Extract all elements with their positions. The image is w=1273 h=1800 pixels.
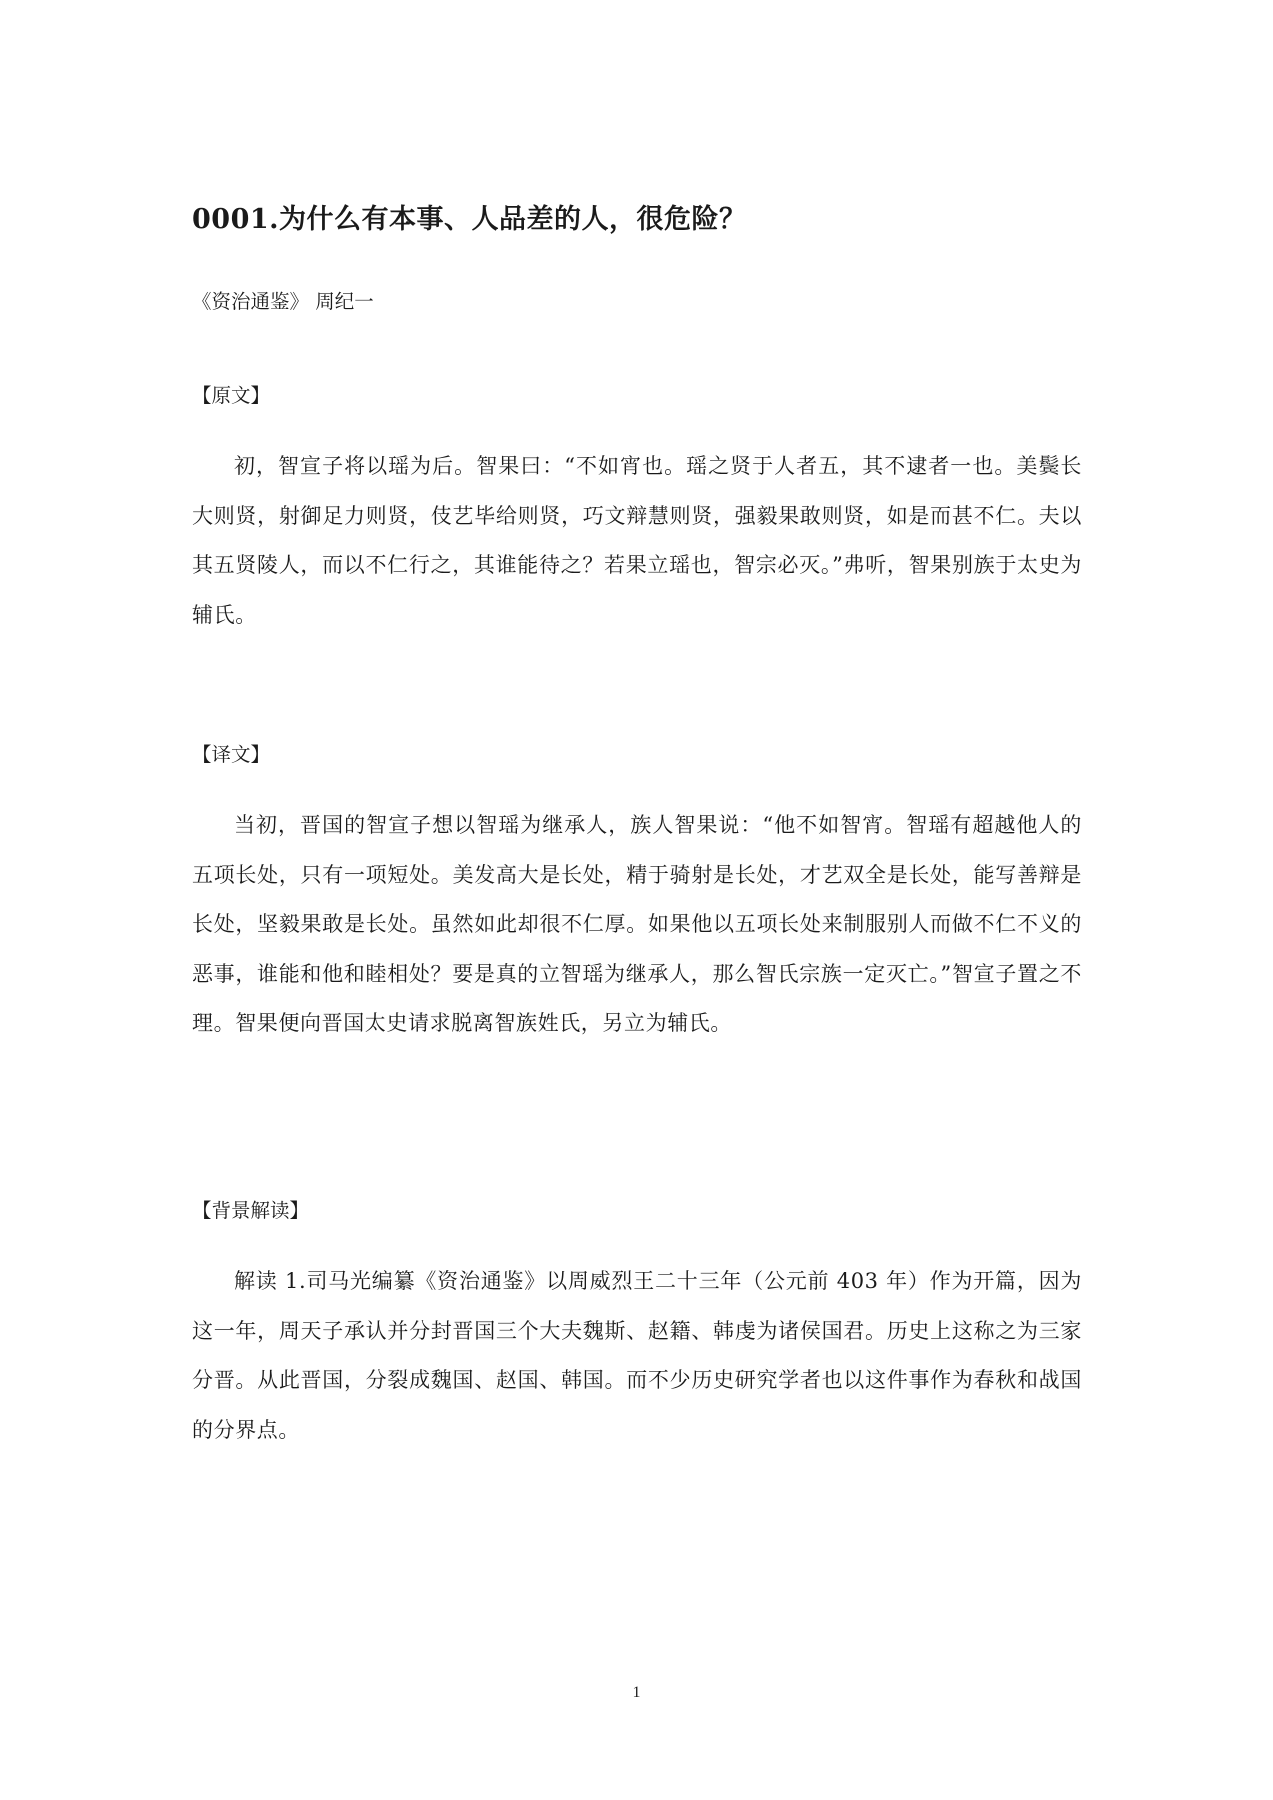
- original-text-paragraph: 初，智宣子将以瑶为后。智果曰：“不如宵也。瑶之贤于人者五，其不逮者一也。美鬓长大则贤，射御足力则贤，伎艺毕给则贤，巧文辩慧则贤，强毅果敢则贤，如是而甚不仁。夫以其五贤陵人，而以不仁行之，其谁能待之？若果立瑶也，智宗必灭。”弗听，智果别族于太史为辅氏。: [192, 454, 1082, 627]
- page-number: 1: [632, 1684, 641, 1701]
- source-citation: 《资治通鉴》 周纪一: [192, 290, 374, 313]
- translation-paragraph: 当初，晋国的智宣子想以智瑶为继承人，族人智果说：“他不如智宵。智瑶有超越他人的五项长处，只有一项短处。美发高大是长处，精于骑射是长处，才艺双全是长处，能写善辩是长处，坚毅果敢是长处。虽然如此却很不仁厚。如果他以五项长处来制服别人而做不仁不义的恶事，谁能和他和睦相处？要是真的立智瑶为继承人，那么智氏宗族一定灭亡。”智宣子置之不理。智果便向晋国太史请求脱离智族姓氏，另立为辅氏。: [192, 813, 1082, 1035]
- background-heading: 【背景解读】: [192, 1199, 310, 1222]
- translation-heading: 【译文】: [192, 743, 271, 766]
- page-title: 0001.为什么有本事、人品差的人，很危险？: [192, 204, 747, 235]
- original-text-heading: 【原文】: [192, 384, 271, 407]
- background-paragraph: 解读 1.司马光编纂《资治通鉴》以周威烈王二十三年（公元前 403 年）作为开篇，因为这一年，周天子承认并分封晋国三个大夫魏斯、赵籍、韩虔为诸侯国君。历史上这称之为三家分晋。从此晋国，分裂成魏国、赵国、韩国。而不少历史研究学者也以这件事作为春秋和战国的分界点。: [192, 1269, 1082, 1442]
